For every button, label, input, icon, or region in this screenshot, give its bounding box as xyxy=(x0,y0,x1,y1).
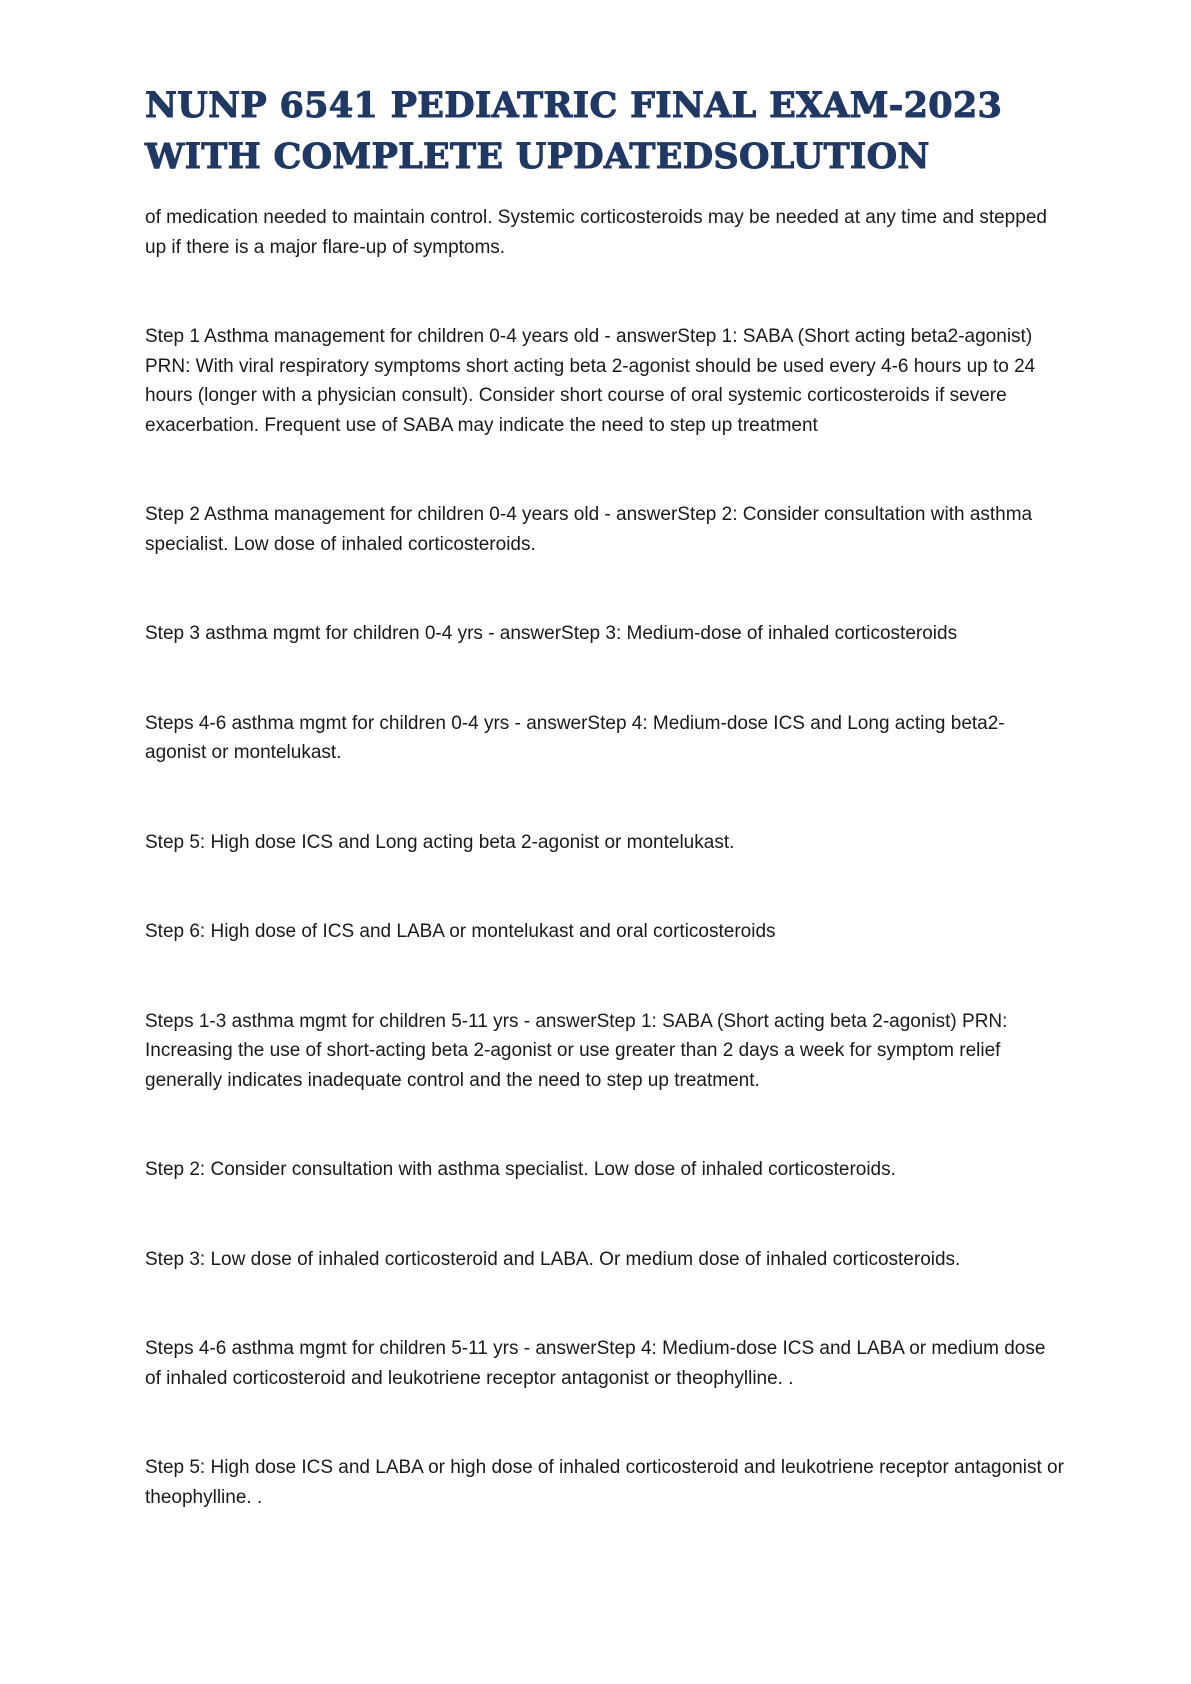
paragraph: Steps 1-3 asthma mgmt for children 5-11 yrs - answerStep 1: SABA (Short acting beta 2-agonist) PRN: Increasing the use of short-acting beta 2-agonist or use greater than 2 days a week for symptom relief generally indicates inadequate control and the need to step up treatment. xyxy=(145,1010,1008,1091)
paragraph: Step 2: Consider consultation with asthma specialist. Low dose of inhaled corticosteroids. xyxy=(145,1159,896,1180)
paragraph: Step 5: High dose ICS and Long acting beta 2-agonist or montelukast. xyxy=(145,831,735,853)
paragraph: Steps 4-6 asthma mgmt for children 5-11 yrs - answerStep 4: Medium-dose ICS and LABA or medium dose of inhaled corticosteroid and leukotriene receptor antagonist or theophylline. . xyxy=(145,1338,1046,1389)
paragraph: Step 3: Low dose of inhaled corticosteroid and LABA. Or medium dose of inhaled corticosteroids. xyxy=(145,1248,961,1270)
paragraph: Step 1 Asthma management for children 0-4 years old - answerStep 1: SABA (Short acting beta2-agonist) PRN: With viral respiratory symptoms short acting beta 2-agonist should be used every 4-6 hours up to 24 hours (longer with a physician consult). Consider short course of oral systemic corticosteroids if severe exacerbation. Frequent use of SABA may indicate the need to step up treatment xyxy=(145,326,1036,436)
document-title: NUNP 6541 PEDIATRIC FINAL EXAM-2023 WITH COMPLETE UPDATEDSOLUTION xyxy=(145,85,1003,177)
paragraph: Step 5: High dose ICS and LABA or high dose of inhaled corticosteroid and leukotriene receptor antagonist or theophylline. . xyxy=(145,1457,1064,1508)
paragraph: Step 2 Asthma management for children 0-4 years old - answerStep 2: Consider consultation with asthma specialist. Low dose of inhaled corticosteroids. xyxy=(145,504,1033,555)
paragraph: Steps 4-6 asthma mgmt for children 0-4 yrs - answerStep 4: Medium-dose ICS and Long acting beta2-agonist or montelukast. xyxy=(145,712,1005,763)
paragraph: of medication needed to maintain control. Systemic corticosteroids may be needed at any time and stepped up if there is a major flare-up of symptoms. xyxy=(145,207,1047,258)
document-body xyxy=(145,203,1065,1512)
paragraph: Step 6: High dose of ICS and LABA or montelukast and oral corticosteroids xyxy=(145,921,776,942)
paragraph: Step 3 asthma mgmt for children 0-4 yrs - answerStep 3: Medium-dose of inhaled corticosteroids xyxy=(145,623,958,644)
